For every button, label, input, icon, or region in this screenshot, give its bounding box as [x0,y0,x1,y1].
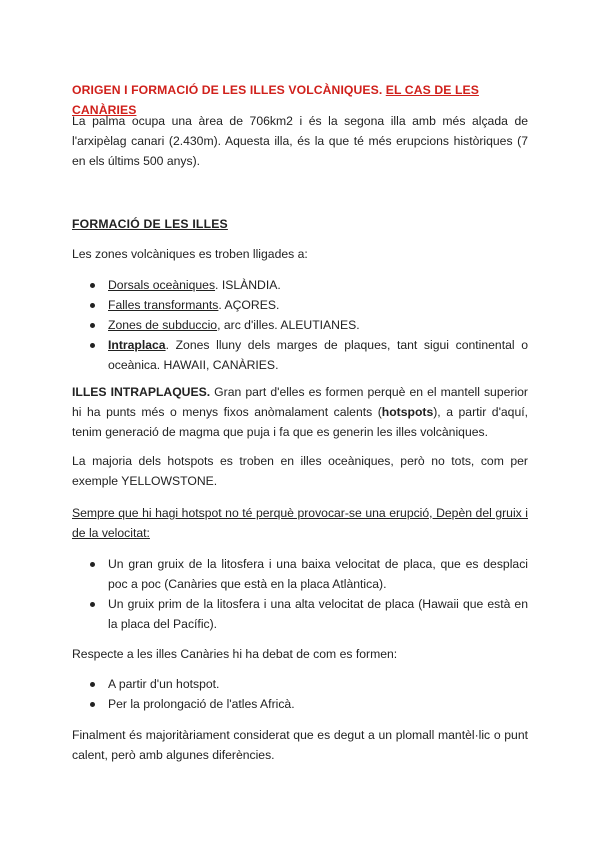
heading-part2: EL CAS DE LES CANÀRIES [72,83,479,117]
list-item: Un gruix prim de la litosfera i una alta velocitat de placa (Hawaii que està en la placa del Pacífic). [72,594,528,634]
list-item [72,315,528,335]
list-item: Per la prolongació de l'atles Africà. [72,694,528,714]
heading-part1: ORIGEN I FORMACIÓ DE LES ILLES VOLCÀNIQUES. [72,83,383,97]
final-paragraph: Finalment és majoritàriament considerat que es degut a un plomall mantèl·lic o punt calent, però amb algunes diferències. [72,728,528,762]
zones-list [72,275,528,375]
intraplaques-label: ILLES INTRAPLAQUES. [72,385,211,399]
debate-list [72,674,528,714]
section-title: FORMACIÓ DE LES ILLES [72,217,228,231]
zone-term: Dorsals oceàniques [108,278,216,292]
debate-paragraph: Respecte a les illes Canàries hi ha debat de com es formen: [72,647,398,661]
list-item [72,275,528,295]
list-item: Un gran gruix de la litosfera i una baixa velocitat de placa, que es desplaci poc a poc (Canàries que està en la placa Atlàntica). [72,554,528,594]
zone-rest: . ISLÀNDIA. [215,278,281,292]
zones-intro: Les zones volcàniques es troben lligades a: [72,247,308,261]
zone-rest: . AÇORES. [218,298,280,312]
intraplaques-text-end: ), a partir d'aquí, tenim generació de magma que puja i fa que es generin les illes volcàniques. [72,405,529,439]
list-item [72,295,528,315]
intro-paragraph: La palma ocupa una àrea de 706km2 i és la segona illa amb més alçada de l'arxipèlag canari (2.430m). Aquesta illa, és la que té més erupcions històriques (7 en els últims 500 anys). [72,114,528,168]
underlined-paragraph: Sempre que hi hagi hotspot no té perquè provocar-se una erupció, Depèn del gruix i de la velocitat: [72,506,528,540]
hotspots-paragraph: La majoria dels hotspots es troben en illes oceàniques, però no tots, com per exemple YELLOWSTONE. [72,454,528,488]
zone-rest: . Zones lluny dels marges de plaques, tant sigui continental o oceànica. HAWAII, CANÀRIES. [108,338,528,372]
intraplaques-paragraph [72,382,528,442]
zone-rest: , arc d'illes. ALEUTIANES. [217,318,360,332]
thickness-list [72,554,528,634]
list-item [72,335,528,375]
zone-term: Zones de subduccio [108,318,218,332]
hotspots-term: hotspots [381,405,434,419]
zone-term: Intraplaca [108,338,166,352]
list-item: A partir d'un hotspot. [72,674,528,694]
zone-term: Falles transformants [108,298,219,312]
intraplaques-text: Gran part d'elles es formen perquè en el mantell superior hi ha punts més o menys fixos anòmalament calents ( [72,385,528,419]
